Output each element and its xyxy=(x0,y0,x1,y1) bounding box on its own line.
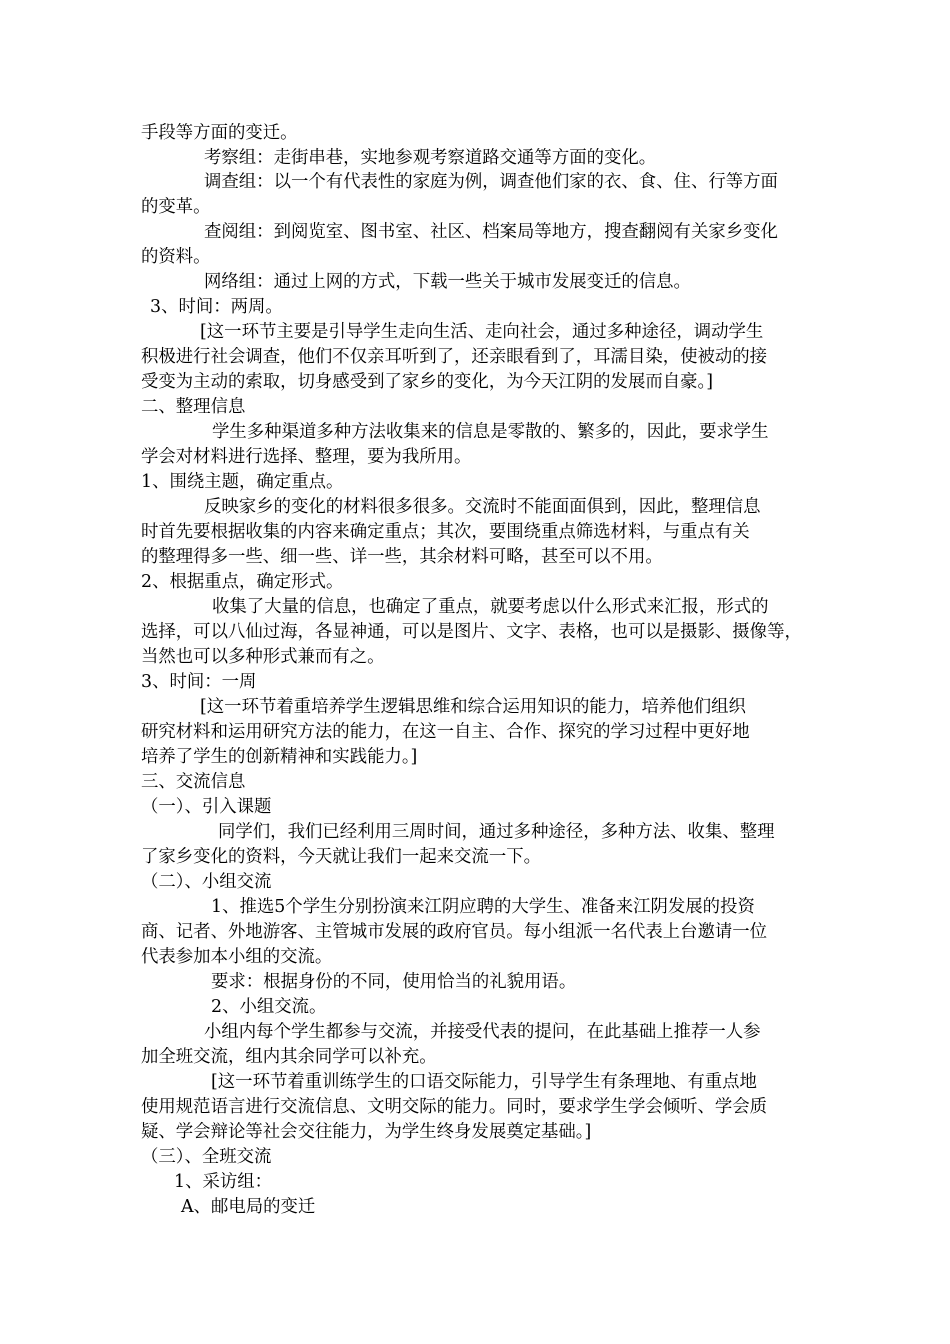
text-line: 使用规范语言进行交流信息、文明交际的能力。同时，要求学生学会倾听、学会质 xyxy=(141,1097,768,1117)
text-line: 2、小组交流。 xyxy=(211,997,327,1017)
text-line: 了家乡变化的资料，今天就让我们一起来交流一下。 xyxy=(141,847,541,867)
text-line: 手段等方面的变迁。 xyxy=(141,123,298,143)
text-line: 积极进行社会调查，他们不仅亲耳听到了，还亲眼看到了，耳濡目染，使被动的接 xyxy=(141,347,768,367)
text-line: 3、时间：两周。 xyxy=(150,297,283,317)
text-line: 加全班交流，组内其余同学可以补充。 xyxy=(141,1047,437,1067)
text-line: 受变为主动的索取，切身感受到了家乡的变化，为今天江阴的发展而自豪。] xyxy=(141,372,713,392)
text-line: 疑、学会辩论等社会交往能力，为学生终身发展奠定基础。] xyxy=(141,1122,592,1142)
text-line: 反映家乡的变化的材料很多很多。交流时不能面面俱到，因此，整理信息 xyxy=(204,497,761,517)
text-line: [这一环节主要是引导学生走向生活、走向社会，通过多种途径，调动学生 xyxy=(200,322,764,342)
text-line: A、邮电局的变迁 xyxy=(181,1197,316,1217)
text-line: 商、记者、外地游客、主管城市发展的政府官员。每小组派一名代表上台邀请一位 xyxy=(141,922,768,942)
text-line: 当然也可以多种形式兼而有之。 xyxy=(141,647,385,667)
text-line: 调查组：以一个有代表性的家庭为例，调查他们家的衣、食、住、行等方面 xyxy=(204,172,778,192)
text-line: 学会对材料进行选择、整理，要为我所用。 xyxy=(141,447,472,467)
text-line: [这一环节着重训练学生的口语交际能力，引导学生有条理地、有重点地 xyxy=(211,1072,757,1092)
text-line: 要求：根据身份的不同，使用恰当的礼貌用语。 xyxy=(211,972,577,992)
text-line: 网络组：通过上网的方式，下载一些关于城市发展变迁的信息。 xyxy=(204,272,691,292)
text-line: （一）、引入课题 xyxy=(141,797,272,817)
section-heading: 三、交流信息 xyxy=(141,772,246,792)
text-line: 的变革。 xyxy=(141,197,211,217)
text-line: 2、根据重点，确定形式。 xyxy=(141,572,344,592)
text-line: 1、推选5个学生分别扮演来江阴应聘的大学生、准备来江阴发展的投资 xyxy=(211,897,755,917)
text-line: 选择，可以八仙过海，各显神通，可以是图片、文字、表格，也可以是摄影、摄像等， xyxy=(141,622,802,642)
text-line: （三）、全班交流 xyxy=(141,1147,272,1167)
text-line: 同学们，我们已经利用三周时间，通过多种途径，多种方法、收集、整理 xyxy=(218,822,775,842)
text-line: 1、围绕主题，确定重点。 xyxy=(141,472,344,492)
text-line: 1、采访组： xyxy=(174,1172,273,1192)
text-line: 3、时间：一周 xyxy=(141,672,257,692)
text-line: 学生多种渠道多种方法收集来的信息是零散的、繁多的，因此，要求学生 xyxy=(212,422,769,442)
text-line: 研究材料和运用研究方法的能力，在这一自主、合作、探究的学习过程中更好地 xyxy=(141,722,750,742)
text-line: 培养了学生的创新精神和实践能力。] xyxy=(141,747,418,767)
text-line: 时首先要根据收集的内容来确定重点；其次，要围绕重点筛选材料，与重点有关 xyxy=(141,522,750,542)
text-line: 的资料。 xyxy=(141,247,211,267)
text-line: 查阅组：到阅览室、图书室、社区、档案局等地方，搜查翻阅有关家乡变化 xyxy=(204,222,778,242)
text-line: 代表参加本小组的交流。 xyxy=(141,947,333,967)
text-line: （二）、小组交流 xyxy=(141,872,272,892)
text-line: 的整理得多一些、细一些、详一些，其余材料可略，甚至可以不用。 xyxy=(141,547,663,567)
text-line: 考察组：走街串巷，实地参观考察道路交通等方面的变化。 xyxy=(204,148,657,168)
text-line: 收集了大量的信息，也确定了重点，就要考虑以什么形式来汇报，形式的 xyxy=(212,597,769,617)
text-line: 小组内每个学生都参与交流，并接受代表的提问，在此基础上推荐一人参 xyxy=(204,1022,761,1042)
section-heading: 二、整理信息 xyxy=(141,397,246,417)
text-line: [这一环节着重培养学生逻辑思维和综合运用知识的能力，培养他们组织 xyxy=(200,697,746,717)
